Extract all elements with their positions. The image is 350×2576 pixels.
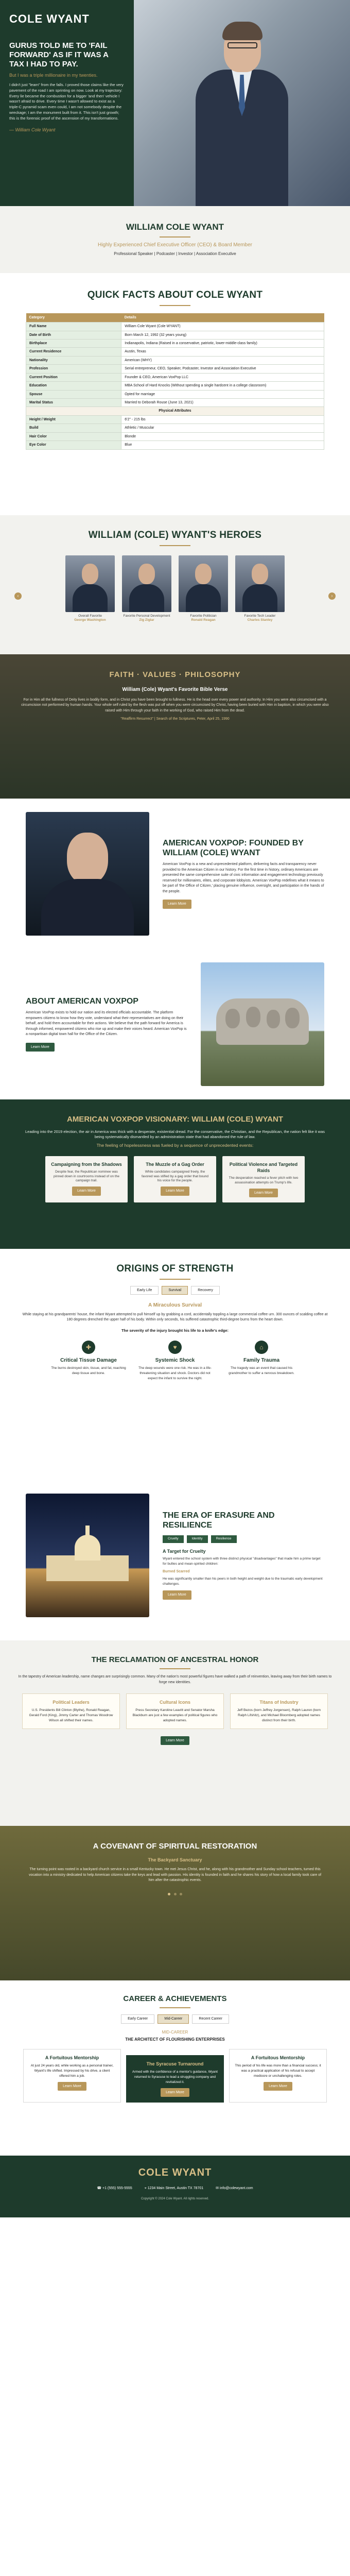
hero-name: George Washington — [74, 618, 106, 622]
portrait — [190, 15, 293, 206]
reclamation-card-body: Press Secretary Karoline Leavitt and Senator Marsha Blackburn are just a few examples of political figures who adopted names. — [132, 1708, 218, 1722]
hero-body: I didn't just "learn" from the falls. I proved those claims like the very pavement of the road I am sprinting on now. Look at my trajectory: Every lie became the combustion for a bigger 'and then' vehicle I wasn't afraid to drive. Every time I wasn't allowed to exist as a triple-C pyramid scam even could, I am not somebody despite the wreckage; I am the monument built from it. This isn't just growth; this is the forensic proof of the ascension of my transformations. — [9, 82, 124, 121]
origins-card-title: Critical Tissue Damage — [60, 1357, 117, 1363]
fact-key: Birthplace — [26, 339, 121, 347]
hero-portrait — [122, 555, 171, 612]
visionary-title: AMERICAN VOXPOP VISIONARY: WILLIAM (COLE) WYANT — [66, 1115, 283, 1124]
fact-value: Indianapolis, Indiana (Raised in a conservative, patriotic, lower-middle-class family) — [121, 339, 324, 347]
intro-section — [0, 206, 350, 273]
table-row — [26, 323, 324, 331]
erasure-tabs — [163, 1535, 324, 1543]
fact-value: MBA School of Hard Knocks (Without spending a single hardcent in a college classroom) — [121, 382, 324, 390]
carousel-dot[interactable] — [168, 1893, 170, 1895]
origins-card-icon: ⌂ — [255, 1341, 268, 1354]
hero-card[interactable] — [122, 555, 171, 623]
fact-key: Spouse — [26, 390, 121, 398]
visionary-cards — [21, 1156, 329, 1202]
table-row — [26, 441, 324, 449]
phone-icon: ☎ — [97, 2187, 102, 2190]
career-card-body: Armed with the confidence of a mentor's guidance, Wyant returned to Syracuse to lead a struggling company and revitalized it. — [132, 2070, 218, 2084]
table-row — [26, 365, 324, 373]
footer — [0, 2156, 350, 2217]
career-section — [0, 1980, 350, 2156]
career-learn-more-button[interactable]: Learn More — [161, 2088, 189, 2097]
reclamation-section — [0, 1640, 350, 1826]
covenant-subtitle: The Backyard Sanctuary — [148, 1857, 202, 1863]
facts-header-details: Details — [121, 313, 324, 323]
footer-address-text: 1234 Main Street, Austin TX 78701 — [147, 2187, 204, 2190]
origins-cards — [21, 1341, 329, 1381]
hero-headline: GURUS TOLD ME TO 'FAIL FORWARD' AS IF IT WAS A TAX I HAD TO PAY. — [9, 41, 109, 69]
origins-card — [136, 1341, 214, 1381]
carousel-dots — [26, 1891, 324, 1897]
physical-attributes-heading: Physical Attributes — [26, 407, 324, 415]
erasure-learn-more-button[interactable]: Learn More — [163, 1590, 191, 1599]
origins-severity: The severity of the injury brought his life to a knife's edge: — [121, 1328, 229, 1333]
hero-card[interactable] — [65, 555, 115, 623]
fact-key: Height / Weight — [26, 415, 121, 423]
reclamation-title: THE RECLAMATION OF ANCESTRAL HONOR — [91, 1655, 259, 1664]
hero-subline: But I was a triple millionaire in my twenties. — [9, 72, 98, 78]
fact-value: 6'2" - 215 lbs — [121, 415, 324, 423]
voxpop-title: AMERICAN VOXPOP: FOUNDED BY WILLIAM (COLE) WYANT — [163, 839, 304, 857]
table-row — [26, 424, 324, 432]
erasure-subtitle: A Target for Cruelty — [163, 1548, 206, 1554]
faith-title: FAITH · VALUES · PHILOSOPHY — [109, 670, 241, 679]
table-row — [26, 382, 324, 390]
career-card-title: A Fortuitous Mentorship — [251, 2055, 305, 2061]
career-card — [126, 2055, 224, 2103]
origins-section — [0, 1249, 350, 1470]
fact-value: Serial entrepreneur, CEO, Speaker, Podcaster, Investor and Association Executive — [121, 365, 324, 373]
table-row — [26, 390, 324, 398]
reclamation-card-body: Jeff Bezos (born Jeffrey Jorgensen), Ralph Lauren (born Ralph Lifshitz), and Michael Bloomberg adopted names distinct from their birth. — [237, 1708, 321, 1722]
origins-body: While staying at his grandparents' house, the infant Wyant attempted to pull himself up by grabbing a cord, accidentally toppling a large commercial coffee urn. 300 ounces of scalding coffee at 180 degrees drenched the upper half of his body. Within only seconds, his suffered catastrophic third-degree burns from the heart down. — [22, 1312, 328, 1322]
hero-role: Overall Favorite — [78, 614, 102, 618]
divider — [160, 545, 190, 546]
origins-tabs — [21, 1286, 329, 1295]
visionary-card — [134, 1156, 216, 1202]
intro-name: WILLIAM COLE WYANT — [126, 222, 224, 232]
career-tab[interactable]: Early Career — [121, 2014, 154, 2023]
carousel-next-button[interactable]: › — [328, 592, 336, 600]
erasure-bullet-body: He was significantly smaller than his peers in both height and weight due to the traumatic early development challenges. — [163, 1577, 323, 1586]
hero-name: Zig Ziglar — [139, 618, 154, 622]
carousel-prev-button[interactable]: ‹ — [14, 592, 22, 600]
visionary-intro: Leading into the 2019 election, the air in America was thick with a desperate, existential dread. For the conservative, the Christian, and the Republican, the nation felt like it was being systematically dismantled by an administration state that had abandoned the rule of law. — [25, 1129, 325, 1140]
hero-name: COLE WYANT — [9, 12, 90, 25]
visionary-learn-more-button[interactable]: Learn More — [249, 1189, 278, 1197]
visionary-card — [45, 1156, 128, 1202]
footer-email[interactable] — [216, 2186, 253, 2191]
table-row — [26, 356, 324, 364]
visionary-card-title: The Muzzle of a Gag Order — [146, 1161, 204, 1167]
footer-phone-text: +1 (555) 555-5555 — [102, 2187, 132, 2190]
fact-key: Hair Color — [26, 432, 121, 440]
hero-role: Favorite Tech Leader — [244, 614, 276, 618]
fact-value: Blue — [121, 441, 324, 449]
hero-section — [0, 0, 350, 206]
footer-name: COLE WYANT — [138, 2167, 212, 2178]
career-card-title: The Syracuse Turnaround — [146, 2061, 204, 2067]
table-row — [26, 373, 324, 381]
hero-portrait-image — [134, 0, 350, 206]
origins-tab[interactable]: Early Life — [130, 1286, 159, 1295]
fact-key: Marital Status — [26, 399, 121, 407]
fact-key: Education — [26, 382, 121, 390]
fact-key: Nationality — [26, 356, 121, 364]
location-icon: ⌖ — [144, 2187, 148, 2190]
fact-key: Full Name — [26, 323, 121, 331]
career-title: CAREER & ACHIEVEMENTS — [123, 1994, 227, 2003]
voxpop-founder-image — [26, 812, 149, 936]
hero-card[interactable] — [179, 555, 228, 623]
footer-address — [145, 2186, 203, 2191]
reclamation-cards — [15, 1693, 335, 1728]
origins-card-title: Systemic Shock — [155, 1357, 195, 1363]
reclamation-learn-more-button[interactable]: Learn More — [161, 1736, 189, 1745]
divider — [160, 1668, 190, 1669]
facts-table — [26, 313, 324, 450]
erasure-text — [163, 1511, 324, 1600]
origins-card-body: The tragedy was an event that caused his grandmother to suffer a nervous breakdown. — [229, 1366, 294, 1375]
reclamation-card — [126, 1693, 224, 1728]
fact-key: Current Residence — [26, 348, 121, 356]
covenant-title: A COVENANT OF SPIRITUAL RESTORATION — [93, 1842, 257, 1851]
fact-value: Born March 12, 1992 (32 years young) — [121, 331, 324, 339]
quick-facts-section — [0, 273, 350, 515]
career-learn-more-button[interactable]: Learn More — [58, 2082, 86, 2091]
origins-card-body: The deep wounds were one risk. He was in a life-threatening situation and shock. Doctors did not expect the infant to survive the night. — [138, 1366, 212, 1380]
divider — [160, 236, 190, 238]
heroes-section — [0, 515, 350, 654]
fact-value: Austin, Texas — [121, 348, 324, 356]
erasure-title: THE ERA OF ERASURE AND RESILIENCE — [163, 1511, 275, 1530]
faith-section — [0, 654, 350, 799]
career-era: MID-CAREER — [162, 2029, 188, 2035]
career-tab[interactable]: Mid-Career — [157, 2014, 189, 2023]
fact-value: Opted for marriage — [121, 390, 324, 398]
voxpop-text — [163, 839, 324, 908]
origins-title: ORIGINS OF STRENGTH — [116, 1263, 234, 1274]
reclamation-card-title: Political Leaders — [52, 1700, 90, 1705]
footer-contacts — [15, 2186, 335, 2191]
hero-role: Favorite Politician — [190, 614, 217, 618]
visionary-card — [222, 1156, 305, 1202]
hero-text — [0, 0, 134, 206]
divider — [160, 2007, 190, 2008]
career-card — [229, 2049, 327, 2103]
carousel-dot[interactable] — [180, 1893, 182, 1895]
facts-title: QUICK FACTS ABOUT COLE WYANT — [87, 290, 263, 300]
about-section — [0, 949, 350, 1099]
reclamation-card-body: U.S. Presidents Bill Clinton (Blythe), Ronald Reagan, Gerald Ford (King), Jimmy Carter and Thomas Woodrow Wilson all shifted their names. — [29, 1708, 113, 1722]
hero-portrait — [179, 555, 228, 612]
visionary-card-body: Despite fear, the Republican nominee was pinned down in courtrooms instead of on the campaign trail. — [54, 1170, 119, 1183]
career-cards — [15, 2049, 335, 2103]
hero-card[interactable] — [235, 555, 285, 623]
visionary-card-title: Political Violence and Targeted Raids — [229, 1161, 298, 1173]
covenant-section — [0, 1826, 350, 1980]
visionary-card-body: The desperation reached a fever pitch with two assassination attempts on Trump's life. — [229, 1176, 299, 1184]
email-icon: ✉ — [216, 2187, 220, 2190]
origins-card-body: The burns destroyed skin, tissue, and fat, reaching deep tissue and bone. — [51, 1366, 126, 1375]
erasure-tab[interactable]: Resilience — [211, 1535, 237, 1543]
table-row — [26, 348, 324, 356]
career-card — [23, 2049, 121, 2103]
visionary-section — [0, 1099, 350, 1249]
career-card-title: A Fortuitous Mentorship — [45, 2055, 99, 2061]
fact-value: Married to Deborah Rouse (June 13, 2021) — [121, 399, 324, 407]
erasure-section — [0, 1470, 350, 1640]
mount-rushmore-image — [201, 962, 324, 1086]
faith-verse-title: William (Cole) Wyant's Favorite Bible Verse — [122, 687, 228, 693]
voxpop-learn-more-button[interactable]: Learn More — [163, 900, 191, 908]
career-learn-more-button[interactable]: Learn More — [264, 2082, 292, 2091]
carousel-dot[interactable] — [174, 1893, 177, 1895]
table-row — [26, 339, 324, 347]
visionary-card-title: Campaigning from the Shadows — [51, 1161, 122, 1167]
table-row — [26, 432, 324, 440]
origins-card-title: Family Trauma — [243, 1357, 280, 1363]
fact-key: Date of Birth — [26, 331, 121, 339]
career-arch: THE ARCHITECT OF FLOURISHING ENTERPRISES — [125, 2037, 225, 2042]
table-row — [26, 399, 324, 407]
intro-title: Highly Experienced Chief Executive Officer (CEO) & Board Member — [98, 242, 252, 248]
footer-copyright: Copyright © 2024 Cole Wyant. All rights reserved. — [141, 2197, 209, 2201]
origins-card-icon: ✚ — [82, 1341, 95, 1354]
hero-role: Favorite Personal Development — [123, 614, 170, 618]
visionary-quote: The feeling of hopelessness was fueled by a sequence of unprecedented events: — [96, 1143, 254, 1148]
hero-name: Ronald Reagan — [191, 618, 216, 622]
origins-tab[interactable]: Survival — [162, 1286, 188, 1295]
heroes-title: WILLIAM (COLE) WYANT'S HEROES — [88, 530, 262, 540]
reclamation-intro: In the tapestry of American leadership, name changes are surprisingly common. Many of the nation's most powerful figures have walked a path of reinvention, leaving away from their birth names to forge new identities. — [18, 1675, 332, 1684]
heroes-carousel — [10, 555, 340, 623]
voxpop-body: American VoxPop is a new and unprecedented platform, delivering facts and transparency never provided to the American Citizen in our history. For the first time in history, ordinary Americans are presented the same comprehensive suite of civic information and engagement technology previously reserved for millionaires, elites, and corporate lobbyists. American VoxPop redefines what it means to be part of 'the Office of Citizen,' placing genuine influence, oversight, and participation in the hands of the people. — [163, 862, 324, 893]
visionary-learn-more-button[interactable]: Learn More — [72, 1187, 101, 1195]
facts-header-category: Category — [26, 313, 121, 323]
reclamation-card-title: Titans of Industry — [259, 1700, 299, 1705]
erasure-bullet: Burned Scarred — [163, 1570, 190, 1574]
career-tabs — [15, 2014, 335, 2023]
about-body: American VoxPop exists to hold our nation and its elected officials accountable. The platform empowers citizens to know how they vote, understand what their representatives are doing on their behalf, and hold them accountable for their actions. We believe that the path forward for America is through informed, empowered citizens who rise up and make their voices heard. American VoxPop is a nonpartisan digital town hall for the Office of the Citizen. — [26, 1011, 187, 1037]
reclamation-card-title: Cultural Icons — [159, 1700, 190, 1705]
career-card-body: This period of his life was more than a financial success; it was a practical application of his refusal to accept mediocre or unchallenging roles. — [235, 2064, 321, 2078]
voxpop-section — [0, 799, 350, 949]
fact-key: Profession — [26, 365, 121, 373]
divider — [160, 1279, 190, 1280]
covenant-body: The turning point was rooted in a backyard church service in a small Kentucky town. He met Jesus Christ, and he, along with his grandmother and Sunday school teachers, turned this vocation into a ministry dedicated to help American citizens take the keys and lead with passion. His identity is founded in faith and he shares his story of how a local family took care of him after the catastrophic events. — [28, 1868, 322, 1883]
intro-roles: Professional Speaker | Podcaster | Investor | Association Executive — [114, 251, 236, 257]
hero-signature: — William Cole Wyant — [9, 127, 56, 132]
fact-key: Eye Color — [26, 441, 121, 449]
fact-key: Current Position — [26, 373, 121, 381]
hero-portrait — [235, 555, 285, 612]
fact-value: American (WHY) — [121, 356, 324, 364]
hero-name: Charles Stanley — [247, 618, 273, 622]
career-card-body: At just 24 years old, while working as a personal trainer, Wyant's life shifted. Impressed by his drive, a client offered him a job. — [30, 2064, 114, 2078]
origins-card — [50, 1341, 127, 1381]
reclamation-card — [230, 1693, 328, 1728]
hero-portrait — [65, 555, 115, 612]
origins-tab[interactable]: Recovery — [191, 1286, 220, 1295]
fact-value: William Cole Wyant (Cole WYANT) — [121, 323, 324, 331]
fact-value: Founder & CEO, American VoxPop LLC — [121, 373, 324, 381]
career-tab[interactable]: Recent Career — [192, 2014, 229, 2023]
fact-value: Athletic / Muscular — [121, 424, 324, 432]
divider — [160, 305, 190, 306]
visionary-card-body: While candidates campaigned freely, the favored was stifled by a gag order that bound his voice for the people. — [141, 1170, 209, 1183]
about-title: ABOUT AMERICAN VOXPOP — [26, 996, 138, 1006]
visionary-learn-more-button[interactable]: Learn More — [161, 1187, 189, 1195]
capitol-night-image — [26, 1494, 149, 1617]
erasure-tab[interactable]: Cruelty — [163, 1535, 184, 1543]
about-text — [26, 997, 187, 1052]
fact-value: Blonde — [121, 432, 324, 440]
origins-card — [223, 1341, 300, 1381]
fact-key: Build — [26, 424, 121, 432]
faith-verse: For in Him all the fullness of Deity lives in bodily form, and in Christ you have been brought to fullness. He is the head over every power and authority. In Him you were also circumcised with a circumcision not performed by human hands. Your whole self ruled by the flesh was put off when you were circumcised by Christ, having been buried with Him in baptism, in which you were also raised with Him through your faith in the working of God, who raised Him from the dead. — [21, 698, 329, 713]
erasure-body: Wyant entered the school system with three distinct physical "disadvantages" that made him a prime target for bullies and mean-spirited children: — [163, 1556, 321, 1566]
origins-subtitle: A Miraculous Survival — [148, 1302, 202, 1309]
footer-email-text: info@colewyant.com — [219, 2187, 253, 2190]
origins-card-icon: ♥ — [168, 1341, 182, 1354]
table-row — [26, 407, 324, 415]
erasure-tab[interactable]: Identity — [187, 1535, 208, 1543]
footer-phone[interactable] — [97, 2186, 132, 2191]
table-row — [26, 331, 324, 339]
reclamation-card — [22, 1693, 120, 1728]
table-row — [26, 415, 324, 423]
faith-reference: "Reaffirm Resurrect" | Search of the Scriptures, Peter, April 25, 1990 — [120, 717, 230, 721]
about-learn-more-button[interactable]: Learn More — [26, 1043, 55, 1052]
